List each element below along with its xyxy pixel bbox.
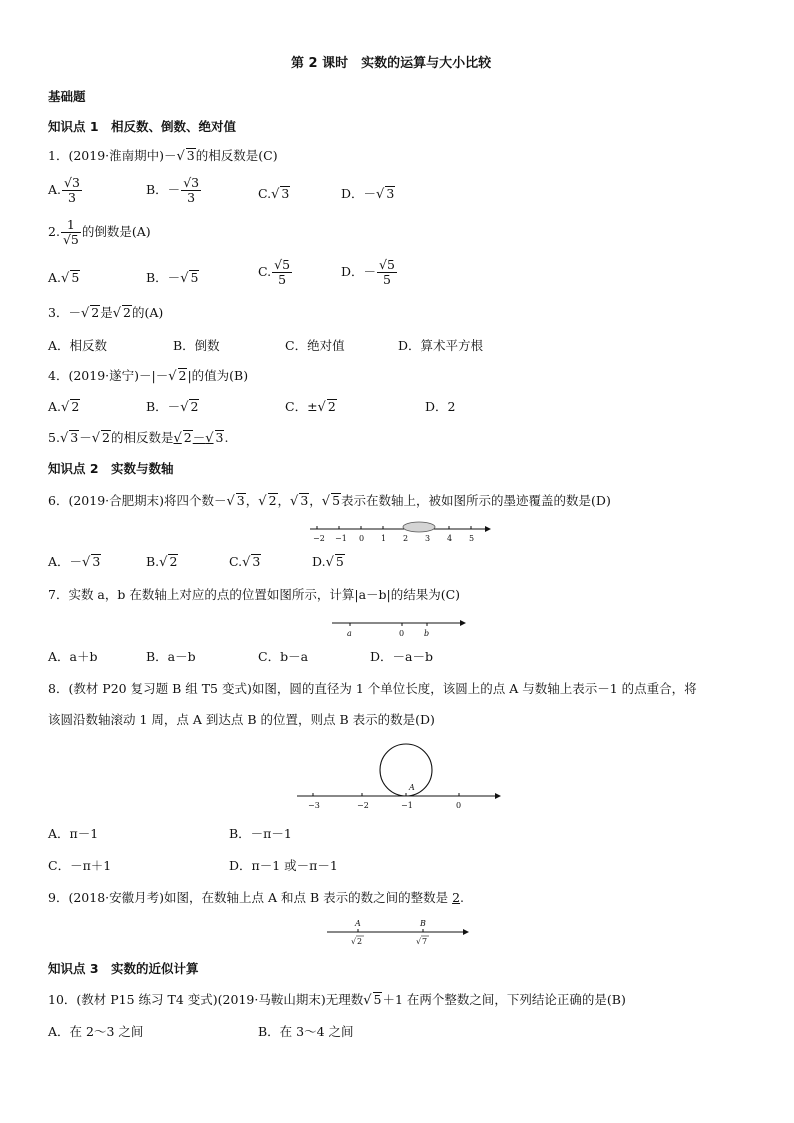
question-9: 9．(2018·安徽月考)如图，在数轴上点 A 和点 B 表示的数之间的整数是 2. [48,890,465,905]
rolling-circle [380,744,432,796]
svg-text:a: a [347,629,352,638]
svg-text:−1: −1 [335,534,347,543]
svg-text:A: A [409,783,415,792]
q8-option-c: C．－π＋1 [48,858,112,873]
q9-number-line [325,916,473,950]
ink-blot [403,522,435,532]
q7-option-d: D．－a－b [370,649,433,664]
question-1: 1．(2019·淮南期中)－√ 3的相反数是(C) [48,148,278,164]
question-5: 5.√ 3－√ 2的相反数是√ 2－√ 3. [48,430,229,446]
svg-text:√: √ [351,937,357,946]
knowledge-point-1: 知识点 1 相反数、倒数、绝对值 [48,119,237,134]
q7-option-a: A．a＋b [48,649,98,664]
q8-circle-figure [295,740,505,812]
svg-text:4: 4 [447,534,453,543]
page-title: 第 2 课时 实数的运算与大小比较 [291,56,492,71]
q4-option-a: A.√ 2 [48,399,80,415]
svg-text:−3: −3 [308,801,320,810]
svg-text:0: 0 [359,534,365,543]
q6-option-c: C.√ 3 [229,554,261,570]
svg-text:5: 5 [469,534,475,543]
q3-option-c: C．绝对值 [285,338,345,353]
svg-text:−1: −1 [401,801,413,810]
svg-text:3: 3 [425,534,431,543]
svg-text:0: 0 [456,801,462,810]
question-10: 10．(教材 P15 练习 T4 变式)(2019·马鞍山期末)无理数√ 5＋1 在两个整数之间，下列结论正确的是(B) [48,992,626,1008]
question-3: 3．－√ 2是√ 2的(A) [48,305,164,321]
q4-option-b: B．－√ 2 [146,399,199,415]
q10-option-a: A．在 2～3 之间 [48,1024,144,1039]
svg-text:7: 7 [422,937,428,946]
q1-option-b: B．－ $\frac{√3}{3}$ [146,175,200,205]
q6-option-d: D.√ 5 [312,554,344,570]
svg-text:−2: −2 [313,534,325,543]
question-8-line-2: 该圆沿数轴滚动 1 周，点 A 到达点 B 的位置，则点 B 表示的数是(D) [48,712,435,727]
question-2: 2. $\frac{1}{√5}$ 的倒数是(A) [48,217,151,247]
q8-option-a: A．π－1 [48,826,99,841]
section-heading: 基础题 [48,89,86,104]
q7-number-line [330,614,470,638]
svg-text:2: 2 [403,534,409,543]
q3-option-d: D．算术平方根 [398,338,484,353]
q6-option-a: A．－√ 3 [48,554,101,570]
q4-option-d: D．2 [425,399,456,414]
svg-text:1: 1 [381,534,387,543]
svg-text:0: 0 [399,629,405,638]
q1-option-d: D．－√ 3 [341,186,395,202]
question-7: 7．实数 a，b 在数轴上对应的点的位置如图所示，计算|a－b|的结果为(C) [48,587,461,602]
svg-text:√: √ [416,937,422,946]
question-6: 6．(2019·合肥期末)将四个数－√ 3，√ 2，√ 3，√ 5表示在数轴上，被如图所示的墨迹覆盖的数是(D) [48,493,611,509]
svg-text:B: B [420,919,426,928]
svg-text:−2: −2 [357,801,369,810]
q4-option-c: C．±√ 2 [285,399,336,415]
q1-option-a: A. $\frac{√3}{3}$ [48,175,80,205]
q2-option-d: D．－ $\frac{√5}{5}$ [341,257,395,287]
q7-option-b: B．a－b [146,649,196,664]
q2-option-b: B．－√ 5 [146,270,199,286]
q3-option-a: A．相反数 [48,338,108,353]
question-8-line-1: 8．(教材 P20 复习题 B 组 T5 变式)如图，圆的直径为 1 个单位长度，该圆上的点 A 与数轴上表示－1 的点重合，将 [48,681,697,696]
knowledge-point-2: 知识点 2 实数与数轴 [48,461,174,476]
q6-option-b: B.√ 2 [146,554,178,570]
q2-option-a: A.√ 5 [48,270,80,286]
q1-option-c: C.√ 3 [258,186,290,202]
knowledge-point-3: 知识点 3 实数的近似计算 [48,961,199,976]
q10-option-b: B．在 3～4 之间 [258,1024,354,1039]
q8-option-b: B．－π－1 [229,826,292,841]
q6-number-line [305,515,490,545]
q8-option-d: D．π－1 或－π－1 [229,858,338,873]
svg-text:2: 2 [357,937,363,946]
question-4: 4．(2019·遂宁)－|－√ 2|的值为(B) [48,368,249,384]
q2-option-c: C. $\frac{√5}{5}$ [258,257,291,287]
svg-text:A: A [355,919,361,928]
svg-text:b: b [424,629,430,638]
q7-option-c: C．b－a [258,649,309,664]
q3-option-b: B．倒数 [173,338,220,353]
